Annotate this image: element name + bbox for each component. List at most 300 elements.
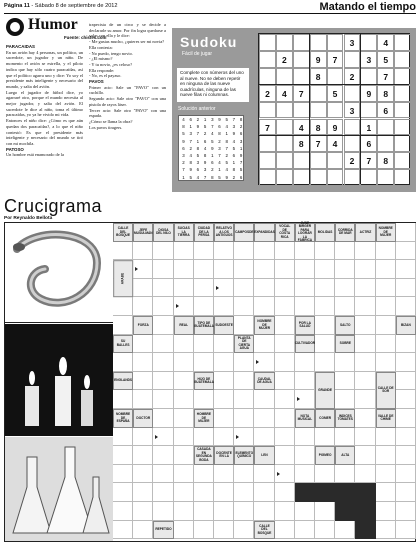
sudoku-cell[interactable] <box>293 102 310 119</box>
sudoku-cell[interactable] <box>293 68 310 85</box>
crossword-cell[interactable] <box>214 428 234 447</box>
crossword-cell[interactable] <box>315 297 335 316</box>
crossword-cell[interactable] <box>133 297 153 316</box>
crossword-cell[interactable] <box>133 465 153 484</box>
crossword-cell[interactable] <box>376 242 396 261</box>
sudoku-cell[interactable] <box>259 51 276 68</box>
crossword-cell[interactable] <box>133 483 153 502</box>
crossword-clue: CULTIVADOR <box>295 335 315 354</box>
crossword-cell[interactable] <box>254 297 274 316</box>
sudoku-cell[interactable]: 8 <box>310 68 327 85</box>
crossword-cell[interactable] <box>335 297 355 316</box>
crossword-cell[interactable] <box>194 521 214 540</box>
crossword-cell[interactable] <box>376 446 396 465</box>
crossword-cell[interactable] <box>275 372 295 391</box>
crossword-cell[interactable] <box>174 428 194 447</box>
sudoku-cell[interactable]: 7 <box>327 51 344 68</box>
sudoku-cell[interactable] <box>259 34 276 51</box>
crossword-cell[interactable] <box>376 465 396 484</box>
crossword-cell[interactable] <box>315 521 335 540</box>
sudoku-cell[interactable] <box>276 34 293 51</box>
sudoku-cell[interactable] <box>259 169 276 186</box>
crossword-cell[interactable] <box>174 502 194 521</box>
crossword-cell[interactable] <box>153 409 173 428</box>
crossword-cell[interactable] <box>214 521 234 540</box>
crossword-cell[interactable] <box>275 483 295 502</box>
crossword-cell[interactable] <box>315 242 335 261</box>
crossword-cell[interactable] <box>355 297 375 316</box>
sudoku-cell[interactable] <box>360 169 377 186</box>
crossword-clue: LEN <box>254 446 274 465</box>
sudoku-cell[interactable] <box>310 34 327 51</box>
crossword-cell[interactable] <box>315 428 335 447</box>
crossword-cell[interactable] <box>234 279 254 298</box>
sudoku-cell[interactable] <box>394 34 411 51</box>
sudoku-cell[interactable] <box>394 85 411 102</box>
crossword-cell[interactable] <box>355 409 375 428</box>
solution-digit: 8 <box>189 160 192 166</box>
crossword-cell[interactable] <box>153 279 173 298</box>
crossword-cell[interactable] <box>174 446 194 465</box>
crossword-cell[interactable] <box>396 483 416 502</box>
sudoku-cell[interactable] <box>259 102 276 119</box>
clue-arrow-icon <box>176 304 179 308</box>
crossword-cell[interactable] <box>396 521 416 540</box>
crossword-cell[interactable] <box>355 353 375 372</box>
sudoku-cell[interactable] <box>360 102 377 119</box>
sudoku-cell[interactable]: 2 <box>344 152 361 169</box>
crossword-cell[interactable] <box>174 409 194 428</box>
sudoku-cell[interactable]: 8 <box>377 85 394 102</box>
sudoku-cell[interactable] <box>360 34 377 51</box>
crossword-cell[interactable] <box>396 353 416 372</box>
crossword-cell[interactable] <box>396 465 416 484</box>
crossword-cell[interactable] <box>335 260 355 279</box>
sudoku-cell[interactable] <box>394 135 411 152</box>
crossword-clue: CAUDAL DE AGUA <box>254 372 274 391</box>
crossword-cell[interactable] <box>214 353 234 372</box>
crossword-cell[interactable] <box>254 260 274 279</box>
sudoku-cell[interactable] <box>327 102 344 119</box>
sudoku-cell[interactable] <box>293 169 310 186</box>
crossword-cell[interactable] <box>153 446 173 465</box>
solution-digit: 5 <box>189 174 192 180</box>
crossword-cell[interactable] <box>113 242 133 261</box>
sudoku-cell[interactable] <box>276 135 293 152</box>
crossword-cell[interactable] <box>214 260 234 279</box>
crossword-cell[interactable] <box>275 353 295 372</box>
crossword-cell[interactable] <box>254 335 274 354</box>
crossword-cell[interactable] <box>335 521 355 540</box>
crossword-cell[interactable] <box>153 242 173 261</box>
crossword-cell[interactable] <box>376 316 396 335</box>
crossword-cell[interactable] <box>335 390 355 409</box>
crossword-cell[interactable] <box>275 335 295 354</box>
sudoku-cell[interactable] <box>377 135 394 152</box>
sudoku-cell[interactable] <box>327 169 344 186</box>
sudoku-cell[interactable] <box>293 51 310 68</box>
crossword-cell[interactable] <box>234 260 254 279</box>
sudoku-cell[interactable] <box>360 68 377 85</box>
crossword-cell[interactable] <box>153 483 173 502</box>
crossword-cell[interactable] <box>133 502 153 521</box>
crossword-cell[interactable] <box>315 465 335 484</box>
sudoku-cell[interactable]: 7 <box>377 68 394 85</box>
clue-arrow-icon <box>236 435 239 439</box>
sudoku-cell[interactable]: 8 <box>377 152 394 169</box>
sudoku-cell[interactable] <box>377 119 394 136</box>
solution-digit: 6 <box>211 160 214 166</box>
crossword-cell[interactable] <box>113 446 133 465</box>
sudoku-cell[interactable]: 4 <box>276 85 293 102</box>
crossword-black-square <box>335 502 355 521</box>
crossword-cell[interactable] <box>234 242 254 261</box>
sudoku-cell[interactable] <box>276 68 293 85</box>
sudoku-cell[interactable]: 4 <box>293 119 310 136</box>
sudoku-cell[interactable] <box>344 119 361 136</box>
sudoku-cell[interactable] <box>293 34 310 51</box>
sudoku-grid[interactable] <box>258 33 410 185</box>
sudoku-cell[interactable]: 7 <box>259 119 276 136</box>
crossword-cell[interactable] <box>275 390 295 409</box>
humor-section <box>6 18 166 193</box>
sudoku-cell[interactable]: 7 <box>360 152 377 169</box>
crossword-cell[interactable] <box>133 335 153 354</box>
crossword-cell[interactable] <box>113 465 133 484</box>
crossword-cell[interactable] <box>133 428 153 447</box>
crossword-clue: REPETIDO <box>153 521 173 540</box>
crossword-cell[interactable] <box>396 502 416 521</box>
sudoku-cell[interactable] <box>377 169 394 186</box>
crossword-cell[interactable] <box>254 409 274 428</box>
sudoku-cell[interactable]: 8 <box>310 119 327 136</box>
sudoku-cell[interactable]: 2 <box>344 68 361 85</box>
crossword-cell[interactable] <box>315 316 335 335</box>
crossword-cell[interactable] <box>174 390 194 409</box>
crossword-cell[interactable] <box>153 260 173 279</box>
sudoku-cell[interactable]: 9 <box>360 85 377 102</box>
crossword-cell[interactable] <box>335 428 355 447</box>
sudoku-cell[interactable] <box>327 34 344 51</box>
crossword-cell[interactable] <box>295 502 315 521</box>
crossword-cell[interactable] <box>396 260 416 279</box>
crossword-cell[interactable] <box>194 335 214 354</box>
sudoku-cell[interactable] <box>310 102 327 119</box>
solution-digit: 8 <box>196 145 200 151</box>
sudoku-cell[interactable] <box>310 85 327 102</box>
crossword-cell[interactable] <box>396 297 416 316</box>
crossword-cell[interactable] <box>295 465 315 484</box>
crossword-cell[interactable] <box>295 297 315 316</box>
sudoku-cell[interactable]: 6 <box>360 135 377 152</box>
crossword-cell[interactable] <box>376 502 396 521</box>
crossword-cell[interactable] <box>174 353 194 372</box>
crossword-cell[interactable] <box>214 372 234 391</box>
sudoku-cell[interactable]: 4 <box>327 135 344 152</box>
crossword-cell[interactable] <box>275 260 295 279</box>
sudoku-cell[interactable] <box>394 51 411 68</box>
sudoku-cell[interactable] <box>259 152 276 169</box>
smiley-icon <box>6 18 24 36</box>
crossword-cell[interactable] <box>376 353 396 372</box>
crossword-cell[interactable] <box>275 242 295 261</box>
sudoku-cell[interactable] <box>394 102 411 119</box>
crossword-clue: NOMBRE DE ESPAÑA <box>113 409 133 428</box>
crossword-cell[interactable] <box>396 335 416 354</box>
sudoku-cell[interactable]: 4 <box>377 34 394 51</box>
crossword-cell[interactable] <box>113 316 133 335</box>
crossword-cell[interactable] <box>335 465 355 484</box>
crossword-cell[interactable] <box>275 316 295 335</box>
crossword-cell[interactable] <box>194 390 214 409</box>
crossword-cell[interactable] <box>133 521 153 540</box>
crossword-clue: SALTO <box>335 316 355 335</box>
sudoku-cell[interactable] <box>344 85 361 102</box>
crossword-cell[interactable] <box>113 297 133 316</box>
crossword-cell[interactable] <box>234 465 254 484</box>
crossword-cell[interactable] <box>355 242 375 261</box>
crossword-cell[interactable] <box>194 483 214 502</box>
sudoku-cell[interactable]: 9 <box>327 119 344 136</box>
sudoku-cell[interactable]: 5 <box>327 85 344 102</box>
crossword-cell[interactable] <box>295 521 315 540</box>
sudoku-cell[interactable]: 3 <box>344 34 361 51</box>
crossword-cell[interactable] <box>295 353 315 372</box>
crossword-cell[interactable] <box>275 297 295 316</box>
sudoku-cell[interactable] <box>394 119 411 136</box>
crossword-cell[interactable] <box>194 242 214 261</box>
crossword-cell[interactable] <box>113 428 133 447</box>
crossword-cell[interactable] <box>315 353 335 372</box>
sudoku-cell[interactable] <box>276 152 293 169</box>
crossword-cell[interactable] <box>295 279 315 298</box>
sudoku-cell[interactable]: 1 <box>360 119 377 136</box>
crossword-cell[interactable] <box>295 372 315 391</box>
crossword-cell[interactable] <box>254 428 274 447</box>
crossword-cell[interactable] <box>376 279 396 298</box>
crossword-cell[interactable] <box>254 483 274 502</box>
crossword-cell[interactable] <box>214 242 234 261</box>
crossword-cell[interactable] <box>153 390 173 409</box>
crossword-cell[interactable] <box>254 242 274 261</box>
crossword-cell[interactable] <box>153 372 173 391</box>
crossword-cell[interactable] <box>315 279 335 298</box>
crossword-cell[interactable] <box>396 390 416 409</box>
crossword-cell[interactable] <box>335 372 355 391</box>
crossword-cell[interactable] <box>275 446 295 465</box>
crossword-cell[interactable] <box>295 260 315 279</box>
crossword-cell[interactable] <box>194 279 214 298</box>
crossword-title: Crucigrama <box>4 196 103 216</box>
sudoku-cell[interactable]: 6 <box>377 102 394 119</box>
crossword-cell[interactable] <box>153 335 173 354</box>
sudoku-cell[interactable]: 3 <box>344 102 361 119</box>
crossword-cell[interactable] <box>234 521 254 540</box>
crossword-cell[interactable] <box>133 446 153 465</box>
sudoku-cell[interactable]: 5 <box>377 51 394 68</box>
crossword-cell[interactable] <box>214 409 234 428</box>
crossword-cell[interactable] <box>396 223 416 242</box>
crossword-cell[interactable] <box>174 521 194 540</box>
crossword-cell[interactable] <box>133 390 153 409</box>
crossword-cell[interactable] <box>113 353 133 372</box>
crossword-cell[interactable] <box>396 428 416 447</box>
sudoku-cell[interactable]: 7 <box>293 85 310 102</box>
solution-digit: 3 <box>189 131 192 137</box>
crossword-cell[interactable] <box>133 372 153 391</box>
crossword-cell[interactable] <box>234 483 254 502</box>
crossword-cell[interactable] <box>174 465 194 484</box>
crossword-cell[interactable] <box>214 335 234 354</box>
sudoku-cell[interactable]: 7 <box>310 135 327 152</box>
sudoku-cell[interactable] <box>344 135 361 152</box>
crossword-cell[interactable] <box>214 465 234 484</box>
crossword-cell[interactable] <box>295 428 315 447</box>
sudoku-cell[interactable] <box>276 119 293 136</box>
joke-title: PARACAIDAS <box>6 44 35 49</box>
crossword-cell[interactable] <box>396 372 416 391</box>
crossword-cell[interactable] <box>275 521 295 540</box>
sudoku-cell[interactable] <box>276 169 293 186</box>
sudoku-cell[interactable] <box>394 68 411 85</box>
crossword-cell[interactable] <box>335 279 355 298</box>
crossword-cell[interactable] <box>234 316 254 335</box>
crossword-cell[interactable] <box>174 372 194 391</box>
crossword-cell[interactable] <box>254 502 274 521</box>
crossword-cell[interactable] <box>376 335 396 354</box>
crossword-cell[interactable] <box>275 409 295 428</box>
crossword-cell[interactable] <box>234 409 254 428</box>
sudoku-cell[interactable]: 2 <box>259 85 276 102</box>
crossword-cell[interactable] <box>113 390 133 409</box>
crossword-cell[interactable] <box>153 316 173 335</box>
crossword-cell[interactable] <box>194 353 214 372</box>
solution-digit: 6 <box>182 145 185 151</box>
crossword-cell[interactable] <box>194 502 214 521</box>
crossword-cell[interactable] <box>174 260 194 279</box>
sudoku-cell[interactable] <box>293 152 310 169</box>
crossword-cell[interactable] <box>275 279 295 298</box>
crossword-cell[interactable] <box>355 428 375 447</box>
sudoku-cell[interactable] <box>310 169 327 186</box>
crossword-black-square <box>355 483 375 502</box>
sudoku-cell[interactable]: 3 <box>360 51 377 68</box>
crossword-cell[interactable] <box>355 335 375 354</box>
crossword-cell[interactable] <box>214 483 234 502</box>
crossword-cell[interactable] <box>214 297 234 316</box>
sudoku-cell[interactable]: 8 <box>293 135 310 152</box>
crossword-cell[interactable] <box>355 390 375 409</box>
crossword-cell[interactable] <box>214 390 234 409</box>
crossword-cell[interactable] <box>234 390 254 409</box>
crossword-cell[interactable] <box>376 260 396 279</box>
sudoku-cell[interactable] <box>259 68 276 85</box>
sudoku-cell[interactable] <box>344 51 361 68</box>
crossword-cell[interactable] <box>194 297 214 316</box>
crossword-cell[interactable] <box>133 242 153 261</box>
crossword-cell[interactable] <box>335 242 355 261</box>
solution-digit: 9 <box>211 145 214 151</box>
crossword-cell[interactable] <box>335 353 355 372</box>
sudoku-cell[interactable] <box>327 152 344 169</box>
crossword-cell[interactable] <box>275 428 295 447</box>
crossword-cell[interactable] <box>355 446 375 465</box>
solution-digit: 5 <box>218 174 221 180</box>
crossword-cell[interactable] <box>376 483 396 502</box>
crossword-clue: RELATIVO A LOS ANTIGUOS <box>214 223 234 242</box>
crossword-cell[interactable] <box>355 279 375 298</box>
crossword-cell[interactable] <box>153 502 173 521</box>
crossword-cell[interactable] <box>355 316 375 335</box>
crossword-cell[interactable] <box>396 242 416 261</box>
crossword-cell[interactable] <box>113 502 133 521</box>
crossword-cell[interactable] <box>194 465 214 484</box>
crossword-cell[interactable] <box>153 297 173 316</box>
sudoku-cell[interactable] <box>310 152 327 169</box>
crossword-grid[interactable] <box>113 220 417 541</box>
crossword-cell[interactable] <box>396 279 416 298</box>
crossword-cell[interactable] <box>254 390 274 409</box>
crossword-cell[interactable] <box>376 428 396 447</box>
sudoku-cell[interactable] <box>276 102 293 119</box>
sudoku-cell[interactable] <box>327 68 344 85</box>
crossword-cell[interactable] <box>194 428 214 447</box>
crossword-cell[interactable] <box>355 372 375 391</box>
joke-text: - No puedo, tengo novio. <box>89 50 133 56</box>
crossword-cell[interactable] <box>133 279 153 298</box>
crossword-cell[interactable] <box>174 335 194 354</box>
crossword-cell[interactable] <box>133 353 153 372</box>
crossword-cell[interactable] <box>254 279 274 298</box>
sudoku-cell[interactable] <box>259 135 276 152</box>
sudoku-cell[interactable] <box>394 152 411 169</box>
sudoku-cell[interactable] <box>344 169 361 186</box>
crossword-cell[interactable] <box>254 465 274 484</box>
crossword-cell[interactable] <box>396 446 416 465</box>
crossword-clue: SU BALLES <box>113 335 133 354</box>
crossword-cell[interactable] <box>153 465 173 484</box>
crossword-cell[interactable] <box>174 279 194 298</box>
sudoku-cell[interactable]: 9 <box>310 51 327 68</box>
crossword-cell[interactable] <box>355 465 375 484</box>
sudoku-cell[interactable] <box>394 169 411 186</box>
crossword-cell[interactable] <box>194 260 214 279</box>
crossword-cell[interactable] <box>376 297 396 316</box>
sudoku-cell[interactable]: 2 <box>276 51 293 68</box>
crossword-cell[interactable] <box>174 242 194 261</box>
crossword-cell[interactable] <box>315 260 335 279</box>
crossword-cell[interactable] <box>355 260 375 279</box>
crossword-cell[interactable] <box>234 353 254 372</box>
crossword-cell[interactable] <box>234 297 254 316</box>
crossword-cell[interactable] <box>234 502 254 521</box>
crossword-cell[interactable] <box>214 502 234 521</box>
crossword-cell[interactable] <box>295 446 315 465</box>
crossword-cell[interactable] <box>396 409 416 428</box>
crossword-cell[interactable] <box>376 521 396 540</box>
crossword-cell[interactable] <box>113 521 133 540</box>
crossword-cell[interactable] <box>315 335 335 354</box>
solution-digit: 8 <box>211 174 214 180</box>
humor-column-2 <box>89 22 166 130</box>
crossword-cell[interactable] <box>275 502 295 521</box>
crossword-cell[interactable] <box>113 483 133 502</box>
crossword-cell[interactable] <box>295 242 315 261</box>
crossword-cell[interactable] <box>174 483 194 502</box>
crossword-cell[interactable] <box>234 372 254 391</box>
crossword-cell[interactable] <box>315 502 335 521</box>
crossword-cell[interactable] <box>153 353 173 372</box>
